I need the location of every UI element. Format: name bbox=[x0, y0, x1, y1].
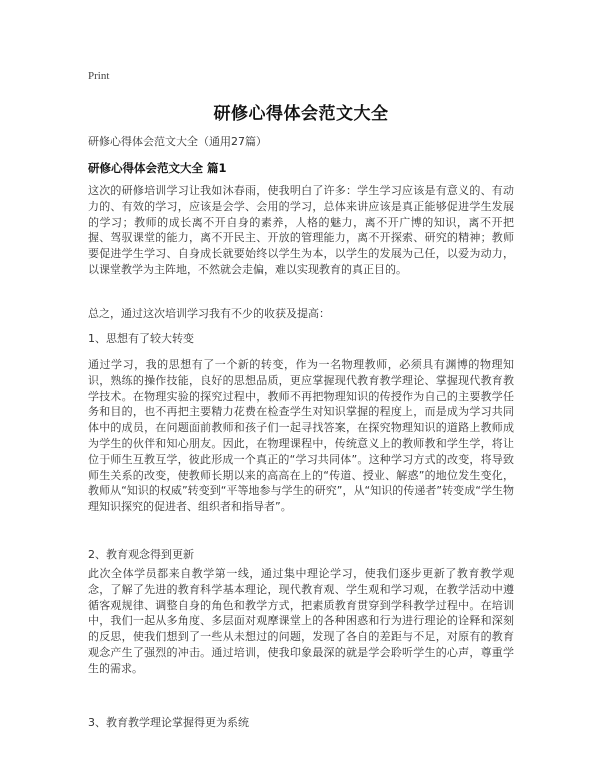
paragraph-intro: 这次的研修培训学习让我如沐春雨，使我明白了许多：学生学习应该是有意义的、有动力的、有效的学习，应该是会学、会用的学习，总体来讲应该是真正能够促进学生发展的学习；教师的成长离不开自身的素养，人格的魅力，离不开广博的知识，离不开把握、驾驭课堂的能力，离不开民主、开放的管理能力，离不开探索、研究的精神；教师要促进学生学习、自身成长就要始终以学生为本，以学生的发展为己任，以爱为动力，以课堂教学为主阵地，不然就会走偏，难以实现教育的真正目的。 bbox=[88, 184, 514, 276]
document-subtitle: 研修心得体会范文大全（通用27篇） bbox=[88, 135, 267, 148]
subheading-2: 2、教育观念得到更新 bbox=[88, 548, 194, 561]
paragraph-concept-update: 此次全体学员都来自教学第一线，通过集中理论学习，使我们逐步更新了教育教学观念，了解了先进的教育科学基本理论，现代教育观、学生观和学习观，在教学活动中遵循客观规律、调整自身的角色和教学方式，把素质教育贯穿到学科教学过程中。在培训中，我们一起从多角度、多层面对观摩课堂上的各种困惑和行为进行理论的诠释和深刻的反思，使我们想到了一些从未想过的问题，发现了各自的差距与不足，对原有的教育观念产生了强烈的冲击。通过培训，使我印象最深的就是学会聆听学生的心声，尊重学生的需求。 bbox=[88, 567, 514, 675]
paragraph-summary: 总之，通过这次培训学习我有不少的收获及提高： bbox=[88, 307, 330, 320]
print-label: Print bbox=[88, 70, 110, 82]
section-heading: 研修心得体会范文大全 篇1 bbox=[88, 161, 227, 175]
paragraph-thought-change: 通过学习，我的思想有了一个新的转变，作为一名物理教师，必须具有渊博的物理知识，熟练的操作技能，良好的思想品质，更应掌握现代教育教学理论、掌握现代教育教学技术。在物理实验的探究过程中，教师不再把物理知识的传授作为自己的主要教学任务和目的，也不再把主要精力花费在检查学生对知识掌握的程度上，而是成为学习共同体中的成员，在问题面前教师和孩子们一起寻找答案，在探究物理知识的道路上教师成为学生的伙伴和知心朋友。因此，在物理课程中，传统意义上的教师教和学生学，将让位于师生互教互学，彼此形成一个真正的“学习共同体”。这种学习方式的改变，将导致师生关系的改变，使教师长期以来的高高在上的“传道、授业、解惑”的地位发生变化，教师从“知识的权威”转变到“平等地参与学生的研究”，从“知识的传递者”转变成“学生物理知识探究的促进者、组织者和指导者”。 bbox=[88, 358, 514, 514]
page-title: 研修心得体会范文大全 bbox=[213, 104, 389, 124]
subheading-1: 1、思想有了较大转变 bbox=[88, 332, 194, 345]
subheading-3: 3、教育教学理论掌握得更为系统 bbox=[88, 716, 249, 729]
